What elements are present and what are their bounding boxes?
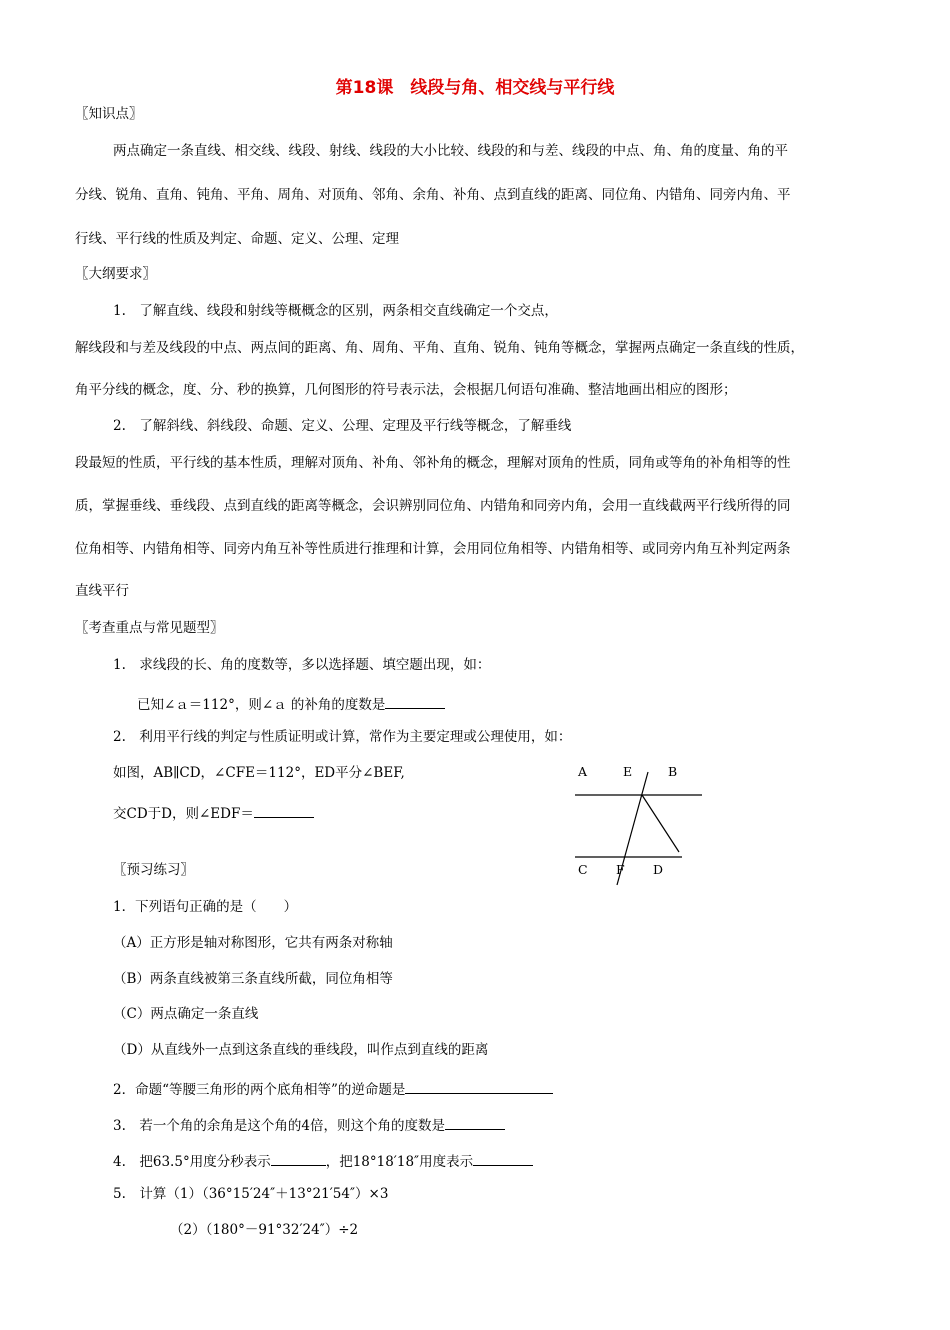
- question-5: 5. 计算（1）（36°15′24″＋13°21′54″）×3: [113, 1186, 389, 1202]
- answer-blank[interactable]: [405, 1080, 553, 1094]
- question-1-option-a: （A）正方形是轴对称图形，它共有两条对称轴: [113, 935, 393, 951]
- syllabus-line-8: 直线平行: [75, 583, 129, 599]
- question-5-part-2: （2）（180°－91°32′24″）÷2: [170, 1222, 359, 1238]
- question-2: 2．命题“等腰三角形的两个底角相等”的逆命题是: [113, 1080, 553, 1098]
- bisector-ed: [642, 795, 679, 852]
- answer-blank[interactable]: [271, 1152, 326, 1166]
- question-1-option-d: （D）从直线外一点到这条直线的垂线段，叫作点到直线的距离: [113, 1042, 489, 1058]
- knowledge-line-3: 行线、平行线的性质及判定、命题、定义、公理、定理: [75, 231, 399, 247]
- question-4: 4. 把63.5°用度分秒表示 ，把18°18′18″用度表示: [113, 1152, 533, 1170]
- label-e: E: [623, 764, 633, 779]
- syllabus-line-1: 1. 了解直线、线段和射线等概概念的区别，两条相交直线确定一个交点，: [113, 303, 558, 319]
- label-a: A: [578, 764, 588, 779]
- syllabus-line-7: 位角相等、内错角相等、同旁内角互补等性质进行推理和计算，会用同位角相等、内错角相等、或同旁内角互补判定两条: [75, 541, 791, 557]
- knowledge-heading: 〖知识点〗: [75, 106, 143, 122]
- focus-item-1-example: 已知∠ａ＝112°，则∠ａ 的补角的度数是: [137, 695, 445, 713]
- knowledge-line-2: 分线、锐角、直角、钝角、平角、周角、对顶角、邻角、余角、补角、点到直线的距离、同位角、内错角、同旁内角、平: [75, 187, 791, 203]
- knowledge-line-1: 两点确定一条直线、相交线、线段、射线、线段的大小比较、线段的和与差、线段的中点、角、角的度量、角的平: [113, 143, 788, 159]
- question-1-option-c: （C）两点确定一条直线: [113, 1006, 259, 1022]
- question-3: 3. 若一个角的余角是这个角的4倍，则这个角的度数是: [113, 1116, 505, 1134]
- answer-blank[interactable]: [385, 695, 445, 709]
- syllabus-heading: 〖大纲要求〗: [75, 266, 156, 282]
- answer-blank[interactable]: [445, 1116, 505, 1130]
- answer-blank[interactable]: [254, 804, 314, 818]
- focus-item-2: 2. 利用平行线的判定与性质证明或计算，常作为主要定理或公理使用，如：: [113, 729, 572, 745]
- focus-item-2-line-1: 如图，AB∥CD，∠CFE＝112°，ED平分∠BEF,: [113, 765, 405, 781]
- page-title: 第18课 线段与角、相交线与平行线: [335, 78, 615, 98]
- syllabus-line-6: 质，掌握垂线、垂线段、点到直线的距离等概念，会识辨别同位角、内错角和同旁内角，会用一直线截两平行线所得的同: [75, 498, 791, 514]
- label-d: D: [653, 862, 664, 877]
- question-1-option-b: （B）两条直线被第三条直线所截，同位角相等: [113, 971, 393, 987]
- parallel-lines-figure: [570, 760, 720, 890]
- label-b: B: [668, 764, 678, 779]
- focus-item-2-line-2: 交CD于D，则∠EDF＝: [113, 804, 314, 822]
- syllabus-line-4: 2. 了解斜线、斜线段、命题、定义、公理、定理及平行线等概念，了解垂线: [113, 418, 572, 434]
- label-c: C: [578, 862, 588, 877]
- syllabus-line-2: 解线段和与差及线段的中点、两点间的距离、角、周角、平角、直角、锐角、钝角等概念，掌握两点确定一条直线的性质，: [75, 340, 804, 356]
- focus-item-1: 1. 求线段的长、角的度数等，多以选择题、填空题出现，如：: [113, 657, 491, 673]
- label-f: F: [616, 862, 625, 877]
- syllabus-line-3: 角平分线的概念，度、分、秒的换算，几何图形的符号表示法，会根据几何语句准确、整洁地画出相应的图形；: [75, 382, 737, 398]
- syllabus-line-5: 段最短的性质，平行线的基本性质，理解对顶角、补角、邻补角的概念，理解对顶角的性质，同角或等角的补角相等的性: [75, 455, 791, 471]
- focus-heading: 〖考查重点与常见题型〗: [75, 620, 224, 636]
- answer-blank[interactable]: [473, 1152, 533, 1166]
- practice-heading: 〖预习练习〗: [113, 862, 194, 878]
- question-1: 1．下列语句正确的是（ ）: [113, 899, 298, 915]
